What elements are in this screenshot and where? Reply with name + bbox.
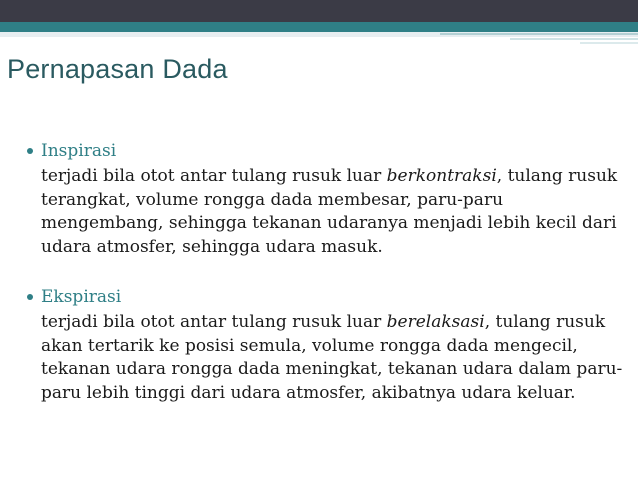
body-text-end: , tulang rusuk terangkat, volume rongga dada membesar, paru-paru mengembang, sehingga tekanan udaranya menjadi lebih kecil dari udara atmosfer, sehingga udara masuk. (41, 166, 618, 257)
bullet-body (41, 165, 626, 259)
bullet-ekspirasi (24, 283, 624, 405)
body-text-start: terjadi bila otot antar tulang rusuk luar (41, 312, 387, 332)
body-text-end: , tulang rusuk akan tertarik ke posisi semula, volume rongga dada mengecil, tekanan udara rongga dada meningkat, tekanan udara dalam paru-paru lebih tinggi dari udara atmosfer, akibatnya udara keluar. (41, 312, 623, 403)
slide-title: Pernapasan Dada (7, 54, 228, 84)
bullet-dot-icon (27, 148, 33, 154)
slide-content (24, 137, 624, 405)
bullet-heading: Ekspirasi (41, 287, 122, 307)
body-text-start: terjadi bila otot antar tulang rusuk luar (41, 166, 387, 186)
header-accent-lines (440, 28, 638, 48)
bullet-body (41, 311, 626, 405)
bullet-heading: Inspirasi (41, 141, 117, 161)
bullet-inspirasi (24, 137, 624, 259)
body-text-emphasis: berelaksasi (386, 312, 485, 332)
header-bar (0, 0, 638, 22)
body-text-emphasis: berkontraksi (386, 166, 497, 186)
bullet-dot-icon (27, 294, 33, 300)
